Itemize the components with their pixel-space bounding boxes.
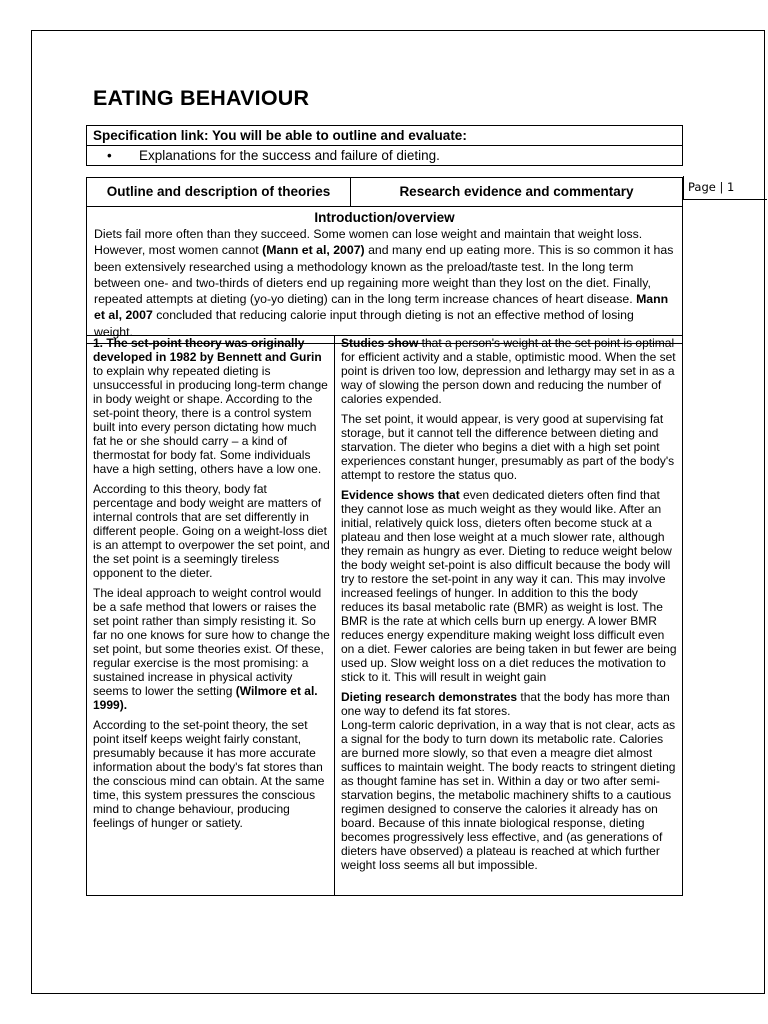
intro-citation-2: Mann et al, 2007 <box>94 292 669 323</box>
research-paragraph-1 <box>341 336 678 406</box>
intro-text-3: concluded that reducing calorie input through dieting is not an effective method of losing weight. <box>94 308 634 339</box>
page-title: EATING BEHAVIOUR <box>93 86 310 110</box>
research-cell <box>335 336 683 896</box>
research-paragraph-4 <box>341 690 678 718</box>
intro-text-2: and many end up eating more. This is so common it has been extensively researched using a methodology known as the preload/taste test. In the long term between one- and two-thirds of dieters end up regaining more weight than they lost on the diet. Finally, repeated attempts at dieting (yo-yo dieting) can in the long term increase chances of heart disease. <box>94 243 674 307</box>
intro-paragraph <box>88 226 681 342</box>
research-lead-3: Evidence shows that <box>341 488 460 502</box>
research-text-4: that the body has more than one way to defend its fat stores. <box>341 690 670 718</box>
research-paragraph-2: The set point, it would appear, is very good at supervising fat storage, but it cannot tell the difference between dieting and starvation. The dieter who begins a diet with a high set point experiences constant hunger, presumably as part of the body's attempt to restore the status quo. <box>341 412 675 482</box>
bullet-icon: • <box>107 148 112 163</box>
intro-heading: Introduction/overview <box>314 210 455 225</box>
intro-citation-1: (Mann et al, 2007) <box>262 243 365 258</box>
research-text-3: even dedicated dieters often find that they cannot lose as much weight as they would like. After an initial, relatively quick loss, dieters often become stuck at a plateau and then lose weight at a much slower rate, although they remain as hungry as ever. Dieting to reduce weight below the body weight set-point is also difficult because the body will try to restore the set-point in any way it can. This may involve increased feelings of hunger. In addition to this the body reduces its basal metabolic rate (BMR) as weight is lost. The BMR is the rate at which cells burn up energy. A lower BMR reduces energy expenditure making weight loss difficult even on a diet. Fewer calories are being taken in but fewer are being used up. Slow weight loss on a diet reduces the motivation to stick to it. This will result in weight gain <box>341 488 677 684</box>
research-lead-1: Studies show <box>341 336 419 350</box>
theories-table <box>86 177 683 344</box>
specification-indent <box>87 146 108 166</box>
research-paragraph-5: Long-term caloric deprivation, in a way that is not clear, acts as a signal for the body to turn down its metabolic rate. Calories are burned more slowly, so that even a meagre diet almost suffices to maintain weight. The body reacts to stringent dieting as thought famine has set in. Within a day or two after semi-starvation begins, the metabolic machinery shifts to a cautious regimen designed to conserve the calories it already has on board. Because of this innate biological response, dieting becomes progressively less effective, and (as generations of dieters have observed) a plateau is reached at which further weight loss seems all but impossible. <box>341 718 676 872</box>
specification-item <box>107 146 683 166</box>
theories-body-table <box>86 335 683 896</box>
specification-heading: Specification link: You will be able to outline and evaluate: <box>87 126 683 146</box>
theory-cell <box>87 336 335 896</box>
theory-text-3: The ideal approach to weight control would be a safe method that lowers or raises the set point rather than simply resisting it. So far no one knows for sure how to change the set point, but some theories exist. Of these, regular exercise is the most promising: a sustained increase in physical activity seems to lower the setting <box>93 586 330 698</box>
theory-citation: (Wilmore et al. 1999). <box>93 684 318 712</box>
research-paragraph-3 <box>341 488 678 684</box>
theory-heading: 1. The set-point theory was originally developed in 1982 by Bennett and Gurin <box>93 336 322 364</box>
research-lead-4: Dieting research demonstrates <box>341 690 518 704</box>
theory-paragraph-2: According to this theory, body fat percentage and body weight are matters of internal controls that are set differently in different people. Going on a weight-loss diet is an attempt to overpower the set point, and the set point is a seemingly tireless opponent to the dieter. <box>93 482 330 580</box>
specification-box <box>86 125 683 166</box>
theory-paragraph-4: According to the set-point theory, the set point itself keeps weight fairly constant, presumably because it has more accurate information about the body's fat stores than the conscious mind can obtain. At the same time, this system pressures the conscious mind to change behaviour, producing feelings of hunger or satiety. <box>93 718 325 830</box>
page-number: Page | 1 <box>683 176 767 200</box>
col-header-theories: Outline and description of theories <box>87 178 351 207</box>
theory-text-1: to explain why repeated dieting is unsuccessful in producing long-term change in body weight or shape. According to the set-point theory, there is a control system built into every person dictating how much fat he or she should carry – a kind of thermostat for body fat. Some individuals have a high setting, others have a low one. <box>93 364 328 476</box>
theory-paragraph-1 <box>93 336 330 476</box>
research-text-1: that a person's weight at the set point is optimal for efficient activity and a stable, optimistic mood. When the set point is driven too low, depression and lethargy may set in as a way of slowing the person down and reducing the number of calories expended. <box>341 336 676 406</box>
intro-text-1: Diets fail more often than they succeed. Some women can lose weight and maintain that weight loss. However, most women cannot <box>94 227 643 258</box>
theory-paragraph-3 <box>93 586 330 712</box>
specification-item-text: Explanations for the success and failure of dieting. <box>139 148 440 163</box>
intro-cell <box>87 207 683 344</box>
col-header-research: Research evidence and commentary <box>351 178 683 207</box>
